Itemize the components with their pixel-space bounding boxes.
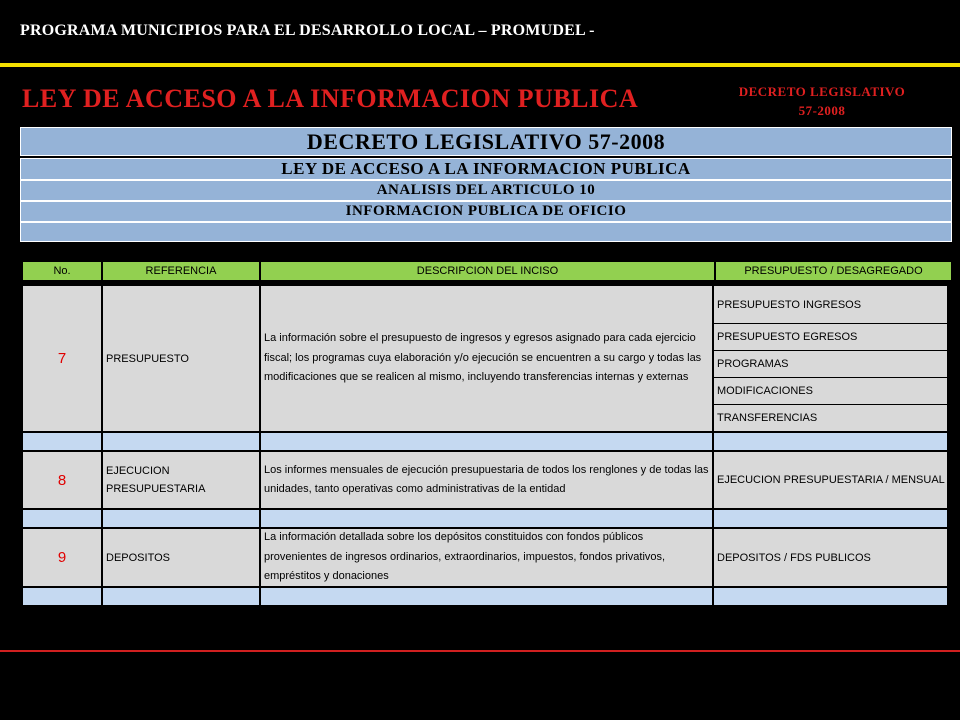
row-presupuesto: EJECUCION PRESUPUESTARIA / MENSUAL [713,451,948,509]
table-row [22,285,948,432]
column-header-no: No. [22,261,102,281]
decreto-label [712,82,932,120]
decreto-label-line2: 57-2008 [798,103,846,118]
banner-ley: LEY DE ACCESO A LA INFORMACION PUBLICA [20,158,952,180]
row-descripcion: La información detallada sobre los depósitos constituidos con fondos públicos provenientes de ingresos ordinarios, extraordinarios, impuestos, fondos privativos, empréstitos y donaciones [260,528,713,587]
row-referencia: PRESUPUESTO [102,285,260,432]
row-presupuesto: DEPOSITOS / FDS PUBLICOS [713,528,948,587]
table-spacer-row [22,587,948,606]
row-referencia: DEPOSITOS [102,528,260,587]
column-header-presupuesto: PRESUPUESTO / DESAGREGADO [715,261,952,281]
table-spacer-row [22,509,948,528]
program-title: PROGRAMA MUNICIPIOS PARA EL DESARROLLO LOCAL – PROMUDEL - [20,22,595,39]
row-descripcion: Los informes mensuales de ejecución presupuestaria de todos los renglones y de todas las unidades, tanto operativas como administrativas de la entidad [260,451,713,509]
row-descripcion: La información sobre el presupuesto de ingresos y egresos asignado para cada ejercicio fiscal; los programas cuya elaboración y/o ejecución se encuentren a su cargo y todas las modificaciones que se realicen al mismo, incluyendo transferencias internas y externas [260,285,713,432]
decreto-label-line1: DECRETO LEGISLATIVO [738,84,906,99]
table-row [22,528,948,587]
presupuesto-item: TRANSFERENCIAS [717,412,818,424]
row-number: 9 [22,528,102,587]
row-number: 7 [22,285,102,432]
column-header-descripcion: DESCRIPCION DEL INCISO [260,261,715,281]
presupuesto-item: MODIFICACIONES [714,378,947,405]
row-presupuesto [713,285,948,432]
table-spacer-row [22,432,948,451]
red-divider [0,650,960,652]
row-referencia: EJECUCION PRESUPUESTARIA [102,451,260,509]
banner-informacion: INFORMACION PUBLICA DE OFICIO [20,201,952,222]
banner-decreto: DECRETO LEGISLATIVO 57-2008 [20,127,952,156]
table-header [22,261,952,281]
presupuesto-item: PRESUPUESTO EGRESOS [714,324,947,351]
presupuesto-item: PRESUPUESTO INGRESOS [714,286,947,324]
yellow-divider [0,63,960,67]
page-title: LEY DE ACCESO A LA INFORMACION PUBLICA [22,84,639,113]
banner-analisis: ANALISIS DEL ARTICULO 10 [20,180,952,201]
presupuesto-item: PROGRAMAS [714,351,947,378]
banner-empty [20,222,952,242]
row-number: 8 [22,451,102,509]
column-header-referencia: REFERENCIA [102,261,260,281]
table-row [22,451,948,509]
